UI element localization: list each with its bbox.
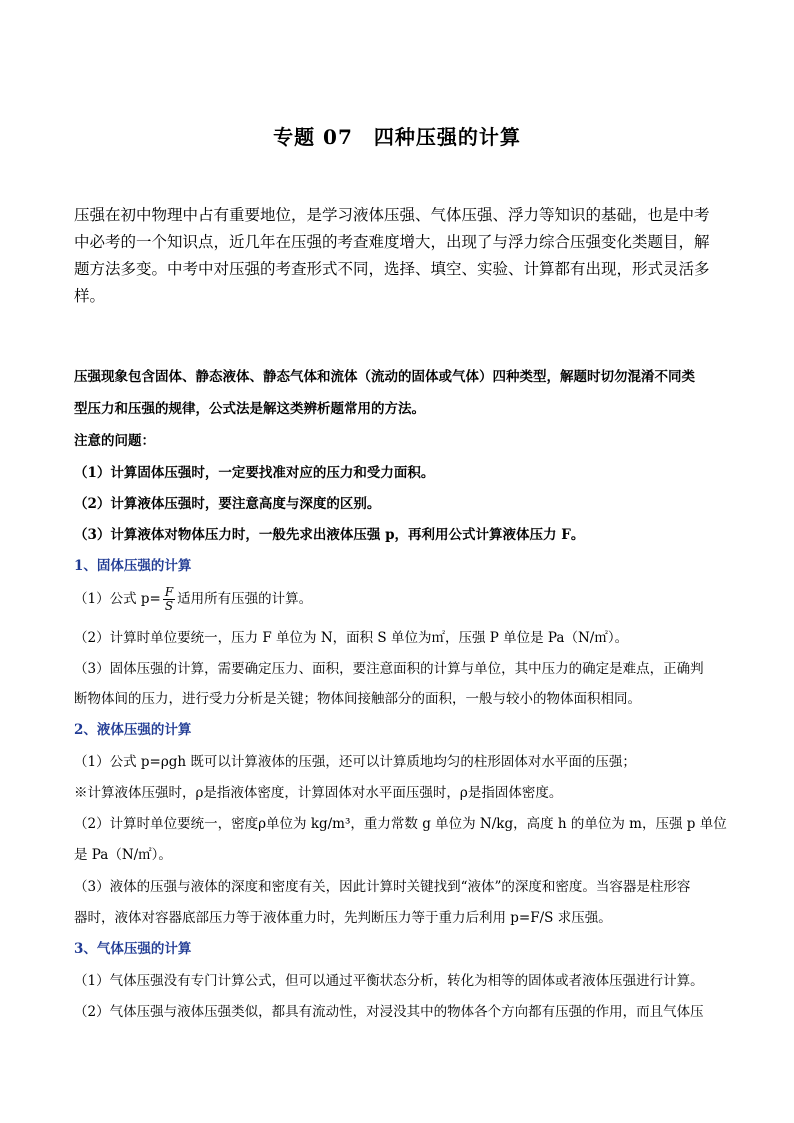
liquid-item-3-line: 器时，液体对容器底部压力等于液体重力时，先判断压力等于重力后利用 p=F/S 求压强。 — [74, 910, 612, 926]
section-heading-solid: 1、固体压强的计算 — [74, 558, 192, 574]
note-item: （2）计算液体压强时，要注意高度与深度的区别。 — [74, 496, 381, 512]
notes-title: 注意的问题： — [74, 433, 155, 449]
solid-item-3-line: （3）固体压强的计算，需要确定压力、面积，要注意面积的计算与单位，其中压力的确定是难点，正确判 — [74, 661, 704, 677]
solid-item-3-line: 断物体间的压力，进行受力分析是关键；物体间接触部分的面积，一般与较小的物体面积相同。 — [74, 691, 641, 707]
intro-paragraph — [74, 202, 724, 310]
section-heading-gas: 3、气体压强的计算 — [74, 941, 192, 957]
liquid-item-1: （1）公式 p=ρgh 既可以计算液体的压强，还可以计算质地均匀的柱形固体对水平面的压强； — [74, 754, 636, 770]
intro-line: 样。 — [74, 287, 106, 305]
formula-suffix: 适用所有压强的计算。 — [177, 591, 313, 607]
gas-item-1: （1）气体压强没有专门计算公式，但可以通过平衡状态分析，转化为相等的固体或者液体压强进行计算。 — [74, 973, 704, 989]
summary-line: 型压力和压强的规律，公式法是解这类辨析题常用的方法。 — [74, 401, 425, 417]
note-item: （1）计算固体压强时，一定要找准对应的压力和受力面积。 — [74, 465, 435, 481]
note-item: （3）计算液体对物体压力时，一般先求出液体压强 p，再利用公式计算液体压力 F。 — [74, 527, 585, 543]
fraction-denominator: S — [164, 599, 174, 613]
liquid-item-3-line: （3）液体的压强与液体的深度和密度有关，因此计算时关键找到“液体”的深度和密度。当容器是柱形容 — [74, 879, 691, 895]
liquid-note: ※计算液体压强时，ρ是指液体密度，计算固体对水平面压强时，ρ是指固体密度。 — [74, 785, 563, 801]
formula-prefix: （1）公式 p= — [74, 591, 161, 607]
gas-item-2: （2）气体压强与液体压强类似，都具有流动性，对浸没其中的物体各个方向都有压强的作用，而且气体压 — [74, 1004, 704, 1020]
pressure-fraction — [163, 586, 175, 613]
liquid-item-2-line: 是 Pa（N/㎡）。 — [74, 847, 172, 863]
intro-line: 压强在初中物理中占有重要地位，是学习液体压强、气体压强、浮力等知识的基础，也是中考 — [74, 206, 710, 224]
solid-formula-line — [74, 586, 312, 613]
solid-item-2: （2）计算时单位要统一，压力 F 单位为 N，面积 S 单位为㎡，压强 P 单位是 Pa（N/㎡）。 — [74, 630, 629, 646]
intro-line: 中必考的一个知识点，近几年在压强的考查难度增大，出现了与浮力综合压强变化类题目，解 — [74, 233, 710, 251]
summary-line: 压强现象包含固体、静态液体、静态气体和流体（流动的固体或气体）四种类型，解题时切勿混淆不同类 — [74, 369, 695, 385]
page-title: 专题 07 四种压强的计算 — [273, 125, 521, 149]
section-heading-liquid: 2、液体压强的计算 — [74, 722, 192, 738]
fraction-numerator: F — [164, 585, 174, 599]
intro-line: 题方法多变。中考中对压强的考查形式不同，选择、填空、实验、计算都有出现，形式灵活多 — [74, 260, 710, 278]
liquid-item-2-line: （2）计算时单位要统一，密度ρ单位为 kg/m³，重力常数 g 单位为 N/kg，高度 h 的单位为 m，压强 p 单位 — [74, 816, 727, 832]
